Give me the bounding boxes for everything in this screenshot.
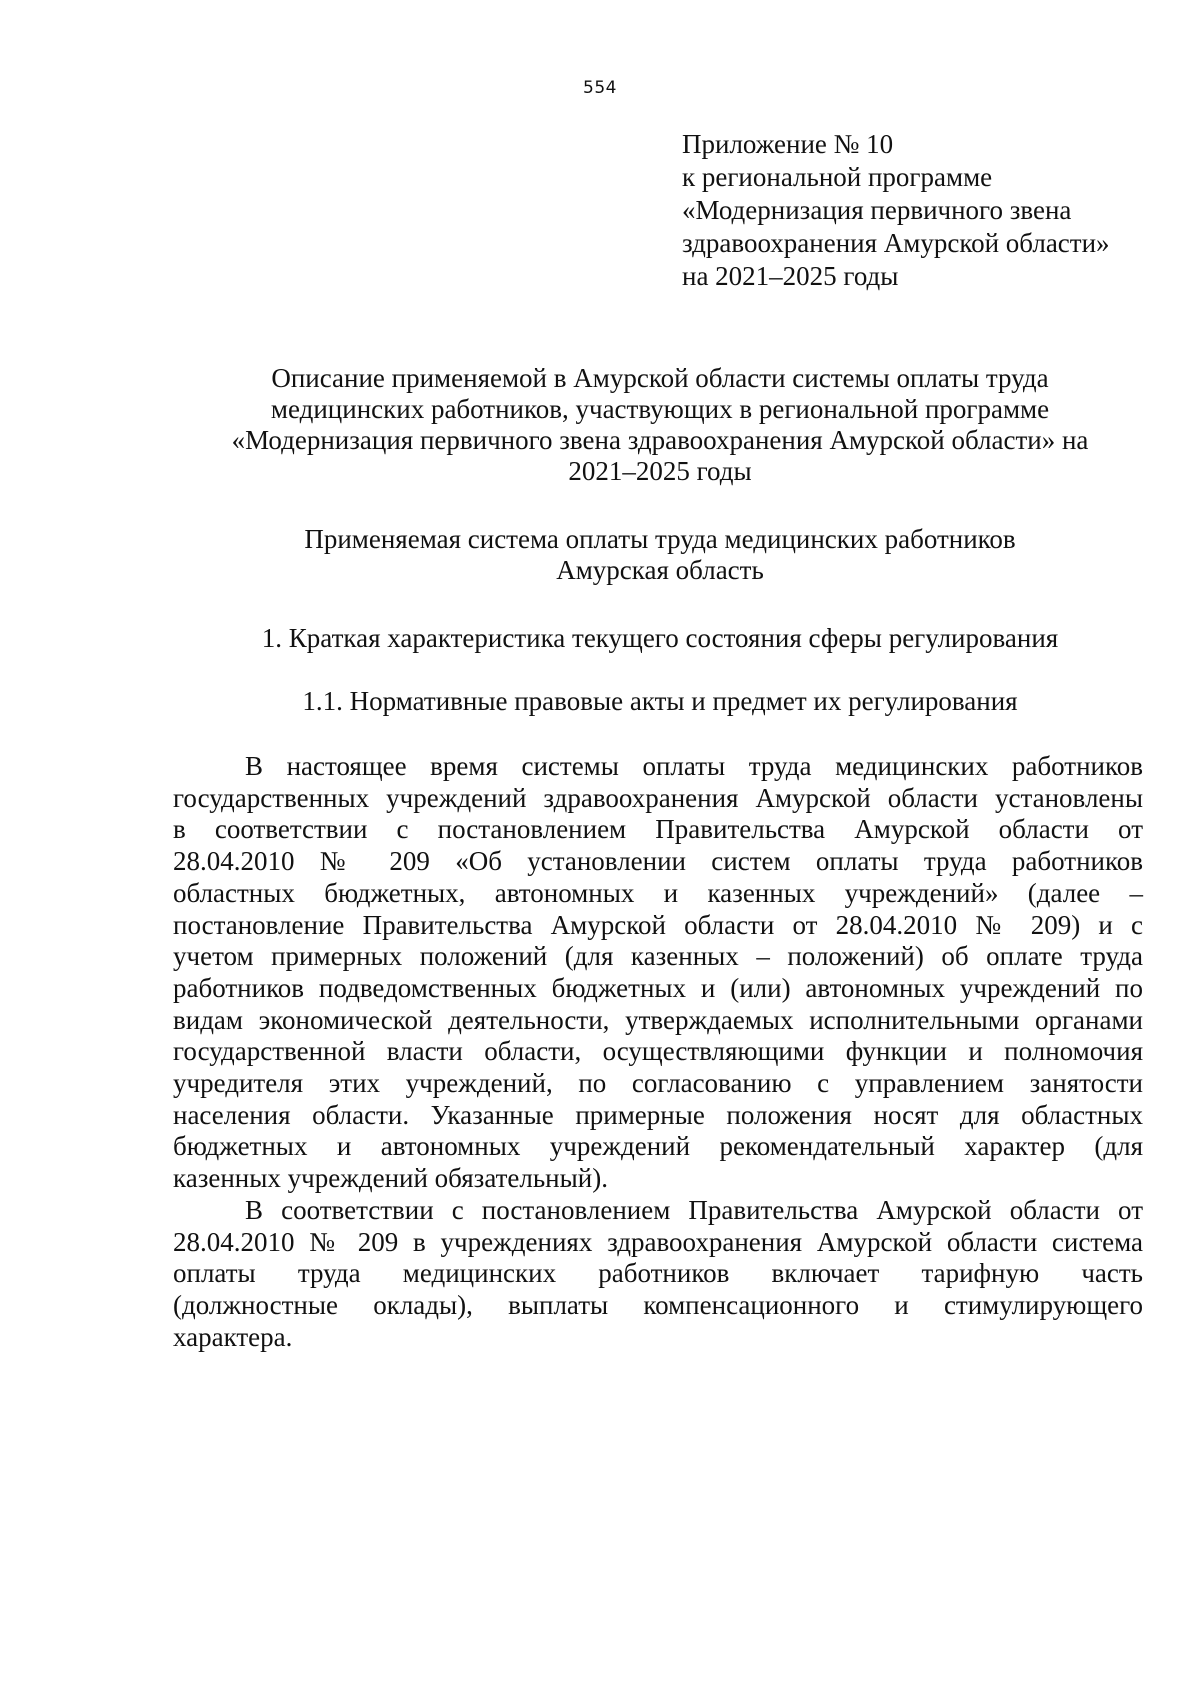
section-1-1-heading: 1.1. Нормативные правовые акты и предмет их регулирования xyxy=(302,686,1018,716)
paragraph-1 xyxy=(173,751,1143,1195)
text-line: характера. xyxy=(173,1321,293,1352)
text-line: видам экономической деятельности, утверждаемых исполнительными органами xyxy=(173,1004,1143,1035)
text-line: учетом примерных положений (для казенных – положений) об оплате труда xyxy=(173,941,1143,972)
text-line: населения области. Указанные примерные положения носят для областных xyxy=(173,1099,1143,1130)
text-line: областных бюджетных, автономных и казенных учреждений» (далее – xyxy=(173,877,1143,908)
appendix-line: на 2021–2025 годы xyxy=(682,261,899,291)
appendix-line: Приложение № 10 xyxy=(682,129,894,159)
page-number: 554 xyxy=(583,78,617,98)
appendix-block xyxy=(682,128,1110,293)
text-line: государственных учреждений здравоохранения Амурской области установлены xyxy=(173,782,1143,813)
section-1-heading: 1. Краткая характеристика текущего состояния сферы регулирования xyxy=(261,623,1059,653)
text-line: казенных учреждений обязательный). xyxy=(173,1163,608,1194)
title-line: 2021–2025 годы xyxy=(568,456,752,486)
subtitle-line: Амурская область xyxy=(556,555,764,585)
text-line: 28.04.2010 № 209 в учреждениях здравоохранения Амурской области система xyxy=(173,1226,1143,1257)
title-line: Описание применяемой в Амурской области системы оплаты труда xyxy=(271,363,1049,393)
text-line: В настоящее время системы оплаты труда медицинских работников xyxy=(245,751,1143,781)
appendix-line: здравоохранения Амурской области» xyxy=(682,228,1110,258)
title-line: «Модернизация первичного звена здравоохранения Амурской области» на xyxy=(231,425,1089,455)
text-line: В соответствии с постановлением Правительства Амурской области от xyxy=(245,1194,1143,1225)
document-title xyxy=(140,363,1180,487)
text-line: постановление Правительства Амурской области от 28.04.2010 № 209) и с xyxy=(173,909,1143,940)
text-line: работников подведомственных бюджетных и (или) автономных учреждений по xyxy=(173,972,1143,1003)
subtitle-line: Применяемая система оплаты труда медицинских работников xyxy=(304,524,1016,554)
appendix-line: «Модернизация первичного звена xyxy=(682,195,1072,225)
document-subtitle xyxy=(140,524,1180,586)
text-line: бюджетных и автономных учреждений рекомендательный характер (для xyxy=(173,1131,1143,1162)
text-line: в соответствии с постановлением Правительства Амурской области от xyxy=(173,814,1143,845)
text-line: (должностные оклады), выплаты компенсационного и стимулирующего xyxy=(173,1289,1143,1320)
title-line: медицинских работников, участвующих в региональной программе xyxy=(270,394,1050,424)
appendix-line: к региональной программе xyxy=(682,162,993,192)
text-line: оплаты труда медицинских работников включает тарифную часть xyxy=(173,1258,1143,1289)
body-text xyxy=(173,751,1143,1353)
text-line: учредителя этих учреждений, по согласованию с управлением занятости xyxy=(173,1068,1143,1099)
text-line: 28.04.2010 № 209 «Об установлении систем оплаты труда работников xyxy=(173,846,1143,877)
text-line: государственной власти области, осуществляющими функции и полномочия xyxy=(173,1036,1143,1067)
paragraph-2 xyxy=(173,1195,1143,1354)
